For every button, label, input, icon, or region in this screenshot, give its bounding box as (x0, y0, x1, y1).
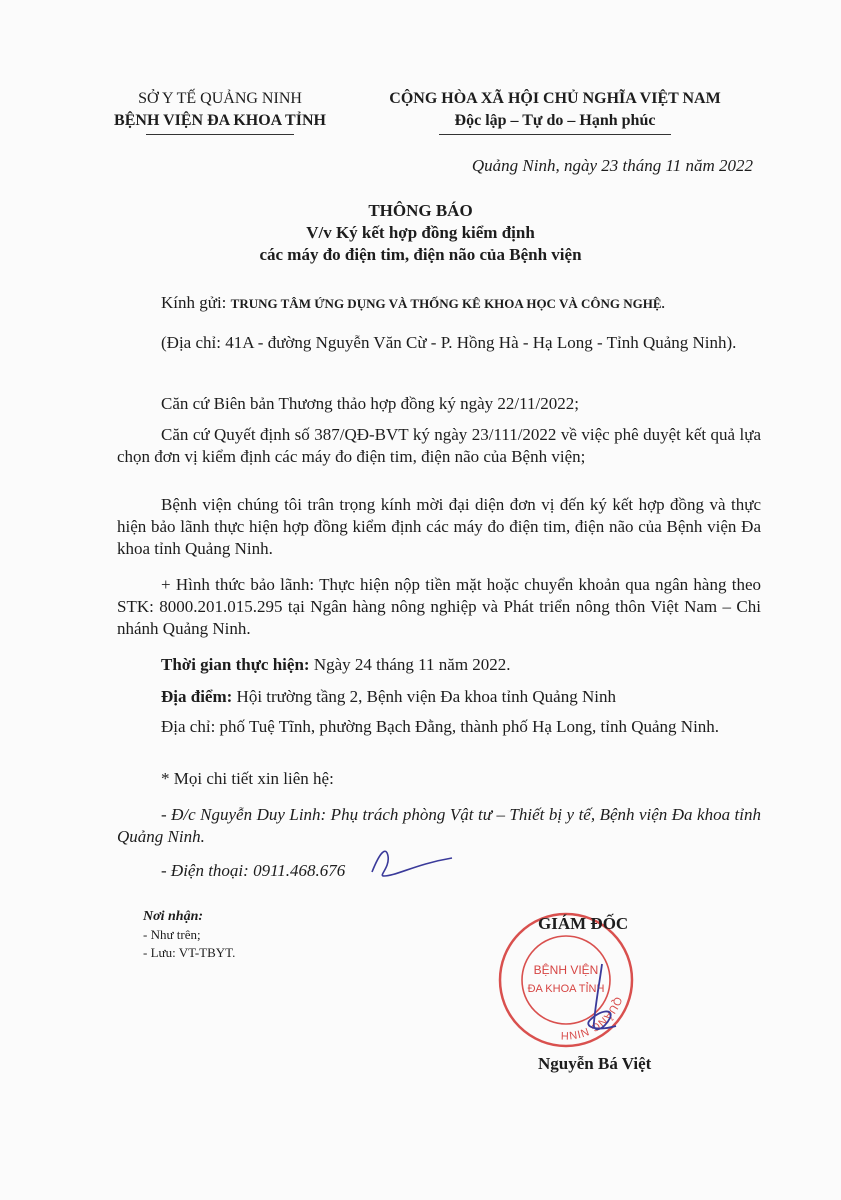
initial-mark (366, 842, 456, 882)
document-title-block (0, 200, 841, 266)
document-subject-line2: các máy đo điện tim, điện não của Bệnh viện (259, 245, 582, 264)
director-signature (570, 960, 630, 1040)
document-title: THÔNG BÁO (368, 201, 473, 220)
header-left-rule (146, 134, 294, 135)
recipient-line (117, 292, 761, 315)
recipients-heading: Nơi nhận: (143, 909, 204, 924)
time-line (117, 654, 761, 676)
hospital-name: BỆNH VIỆN ĐA KHOA TỈNH (114, 112, 326, 129)
director-title: GIÁM ĐỐC (538, 914, 629, 933)
issuer-header (90, 88, 350, 135)
time-value: Ngày 24 tháng 11 năm 2022. (309, 655, 511, 674)
director-name: Nguyễn Bá Việt (538, 1054, 652, 1073)
venue-label: Địa điểm: (161, 687, 233, 706)
document-subject-line1: V/v Ký kết hợp đồng kiểm định (306, 223, 535, 242)
venue-value: Hội trường tầng 2, Bệnh viện Đa khoa tỉnh Quảng Ninh (232, 687, 616, 706)
recipient-address: (Địa chỉ: 41A - đường Nguyễn Văn Cừ - P. Hồng Hà - Hạ Long - Tỉnh Quảng Ninh). (161, 333, 737, 352)
contact-intro: * Mọi chi tiết xin liên hệ: (161, 769, 334, 788)
seal-ring-text: QUẢNG NINH (560, 994, 624, 1042)
national-header (350, 88, 760, 135)
recipients-item: - Lưu: VT-TBYT. (143, 945, 236, 960)
recipient-organization: TRUNG TÂM ỨNG DỤNG VÀ THỐNG KÊ KHOA HỌC VÀ CÔNG NGHỆ. (230, 296, 665, 311)
recipients-item: - Như trên; (143, 927, 201, 942)
seal-line1: BỆNH VIỆN (533, 963, 599, 977)
national-title: CỘNG HÒA XÃ HỘI CHỦ NGHĨA VIỆT NAM (389, 90, 721, 107)
recipients-block (143, 908, 235, 962)
header-right-rule (439, 134, 671, 135)
time-label: Thời gian thực hiện: (161, 655, 310, 674)
department-name: SỞ Y TẾ QUẢNG NINH (138, 90, 302, 107)
guarantee-paragraph: + Hình thức bảo lãnh: Thực hiện nộp tiền mặt hoặc chuyển khoản qua ngân hàng theo STK: 8000.201.015.295 tại Ngân hàng nông nghiệp và Phát triển nông thôn Việt Nam – Chi nhánh Quảng Ninh. (117, 575, 761, 638)
national-motto: Độc lập – Tự do – Hạnh phúc (454, 112, 656, 129)
basis-decision: Căn cứ Quyết định số 387/QĐ-BVT ký ngày 23/111/2022 về việc phê duyệt kết quả lựa chọn đơn vị kiểm định các máy đo điện tim, điện não của Bệnh viện; (117, 425, 761, 466)
venue-line (117, 686, 761, 708)
contact-person: - Đ/c Nguyễn Duy Linh: Phụ trách phòng Vật tư – Thiết bị y tế, Bệnh viện Đa khoa tỉnh Quảng Ninh. (117, 805, 761, 846)
invitation-paragraph: Bệnh viện chúng tôi trân trọng kính mời đại diện đơn vị đến ký kết hợp đồng và thực hiện bảo lãnh thực hiện hợp đồng kiểm định các máy đo điện tim, điện não của Bệnh viện Đa khoa tỉnh Quảng Ninh. (117, 495, 761, 558)
contact-phone: - Điện thoại: 0911.468.676 (161, 861, 346, 880)
basis-minutes: Căn cứ Biên bản Thương thảo hợp đồng ký ngày 22/11/2022; (161, 394, 579, 413)
document-date: Quảng Ninh, ngày 23 tháng 11 năm 2022 (471, 156, 753, 175)
venue-address: Địa chỉ: phố Tuệ Tĩnh, phường Bạch Đằng, thành phố Hạ Long, tỉnh Quảng Ninh. (161, 717, 720, 736)
recipient-label: Kính gửi: (161, 293, 231, 312)
seal-line2: ĐA KHOA TỈNH (527, 983, 605, 995)
